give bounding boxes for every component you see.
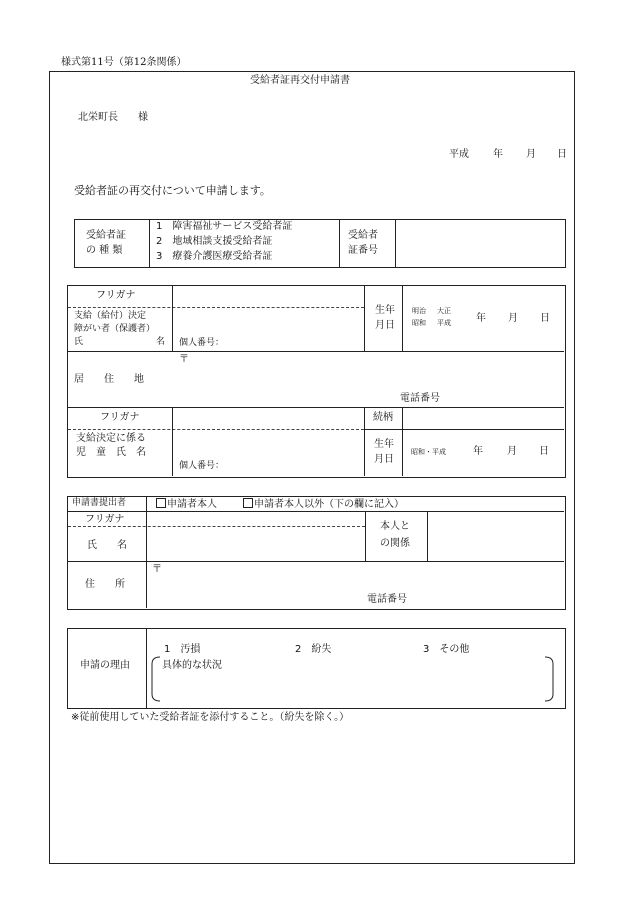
address-label: 居 住 地 [74,374,144,385]
era-taisho: 大正 [437,307,451,315]
era-heisei: 平成 [437,319,451,327]
reason-option-3[interactable]: 3 その他 [423,644,470,655]
cert-type-label: 受給者証 [86,230,126,241]
era-meiji: 明治 [412,307,426,315]
cert-option-3: 3 療養介護医療受給者証 [156,251,273,262]
era-showa: 昭和 [412,319,426,327]
phone-label: 電話番号 [400,393,440,404]
submitter-furigana-label: フリガナ [85,514,125,525]
cert-option-2: 2 地域相談支援受給者証 [156,236,273,247]
submitter-relation-label: 本人と [380,521,410,532]
postal-mark: 〒 [179,354,189,365]
right-bracket-icon [543,655,557,703]
relation-label: 続柄 [373,412,393,423]
submitter-name-field[interactable] [147,528,364,560]
submitter-postal-mark: 〒 [152,564,162,575]
left-bracket-icon [148,655,162,703]
submitter-phone-label: 電話番号 [367,594,407,605]
child-name-field[interactable] [173,431,363,459]
cert-number-field[interactable] [396,220,563,266]
child-birth-label: 生年 [374,439,394,450]
applicant-name-label: 支給（給付）決定 [74,311,147,321]
addressee: 北栄町長 様 [78,112,148,123]
self-checkbox[interactable] [156,498,166,508]
relation-field[interactable] [403,408,563,428]
child-individual-number: 個人番号： [179,461,225,471]
intro-text: 受給者証の再交付について申請します。 [74,184,271,197]
form-number: 様式第11号（第12条関係） [61,57,187,68]
applicant-birth-label: 生年 [375,305,395,316]
submitter-label: 申請書提出者 [72,498,127,508]
cert-number-label: 受給者 [348,230,378,241]
reason-option-2[interactable]: 2 紛失 [295,644,332,655]
child-name-label: 支給決定に係る [76,433,146,444]
reason-option-1[interactable]: 1 汚損 [164,644,201,655]
child-furigana-label: フリガナ [100,412,140,423]
submitter-furigana-field[interactable] [147,512,364,525]
form-title: 受給者証再交付申請書 [250,75,350,86]
applicant-furigana-field[interactable] [173,286,363,306]
reason-details-label: 具体的な状況 [162,660,222,671]
child-furigana-field[interactable] [173,408,363,428]
applicant-individual-number: 個人番号： [179,338,225,348]
submitter-address-label: 住 所 [85,579,125,590]
cert-option-1: 1 障害福祉サービス受給者証 [156,221,293,232]
other-checkbox[interactable] [243,498,253,508]
applicant-name-field[interactable] [173,309,363,336]
option-self[interactable]: 申請者本人 [156,498,217,510]
applicant-furigana-label: フリガナ [96,290,136,301]
option-other[interactable]: 申請者本人以外（下の欄に記入） [243,498,404,510]
footnote: ※従前使用していた受給者証を添付すること。（紛失を除く。） [71,712,350,723]
child-eras: 昭和・平成 [411,448,446,456]
submitter-name-label: 氏 名 [87,540,127,551]
submitter-relation-field[interactable] [428,512,563,560]
address-field[interactable] [173,366,563,390]
submitter-address-field[interactable] [147,575,563,593]
reason-details-field[interactable] [162,674,542,700]
reason-label: 申請の理由 [80,660,130,671]
